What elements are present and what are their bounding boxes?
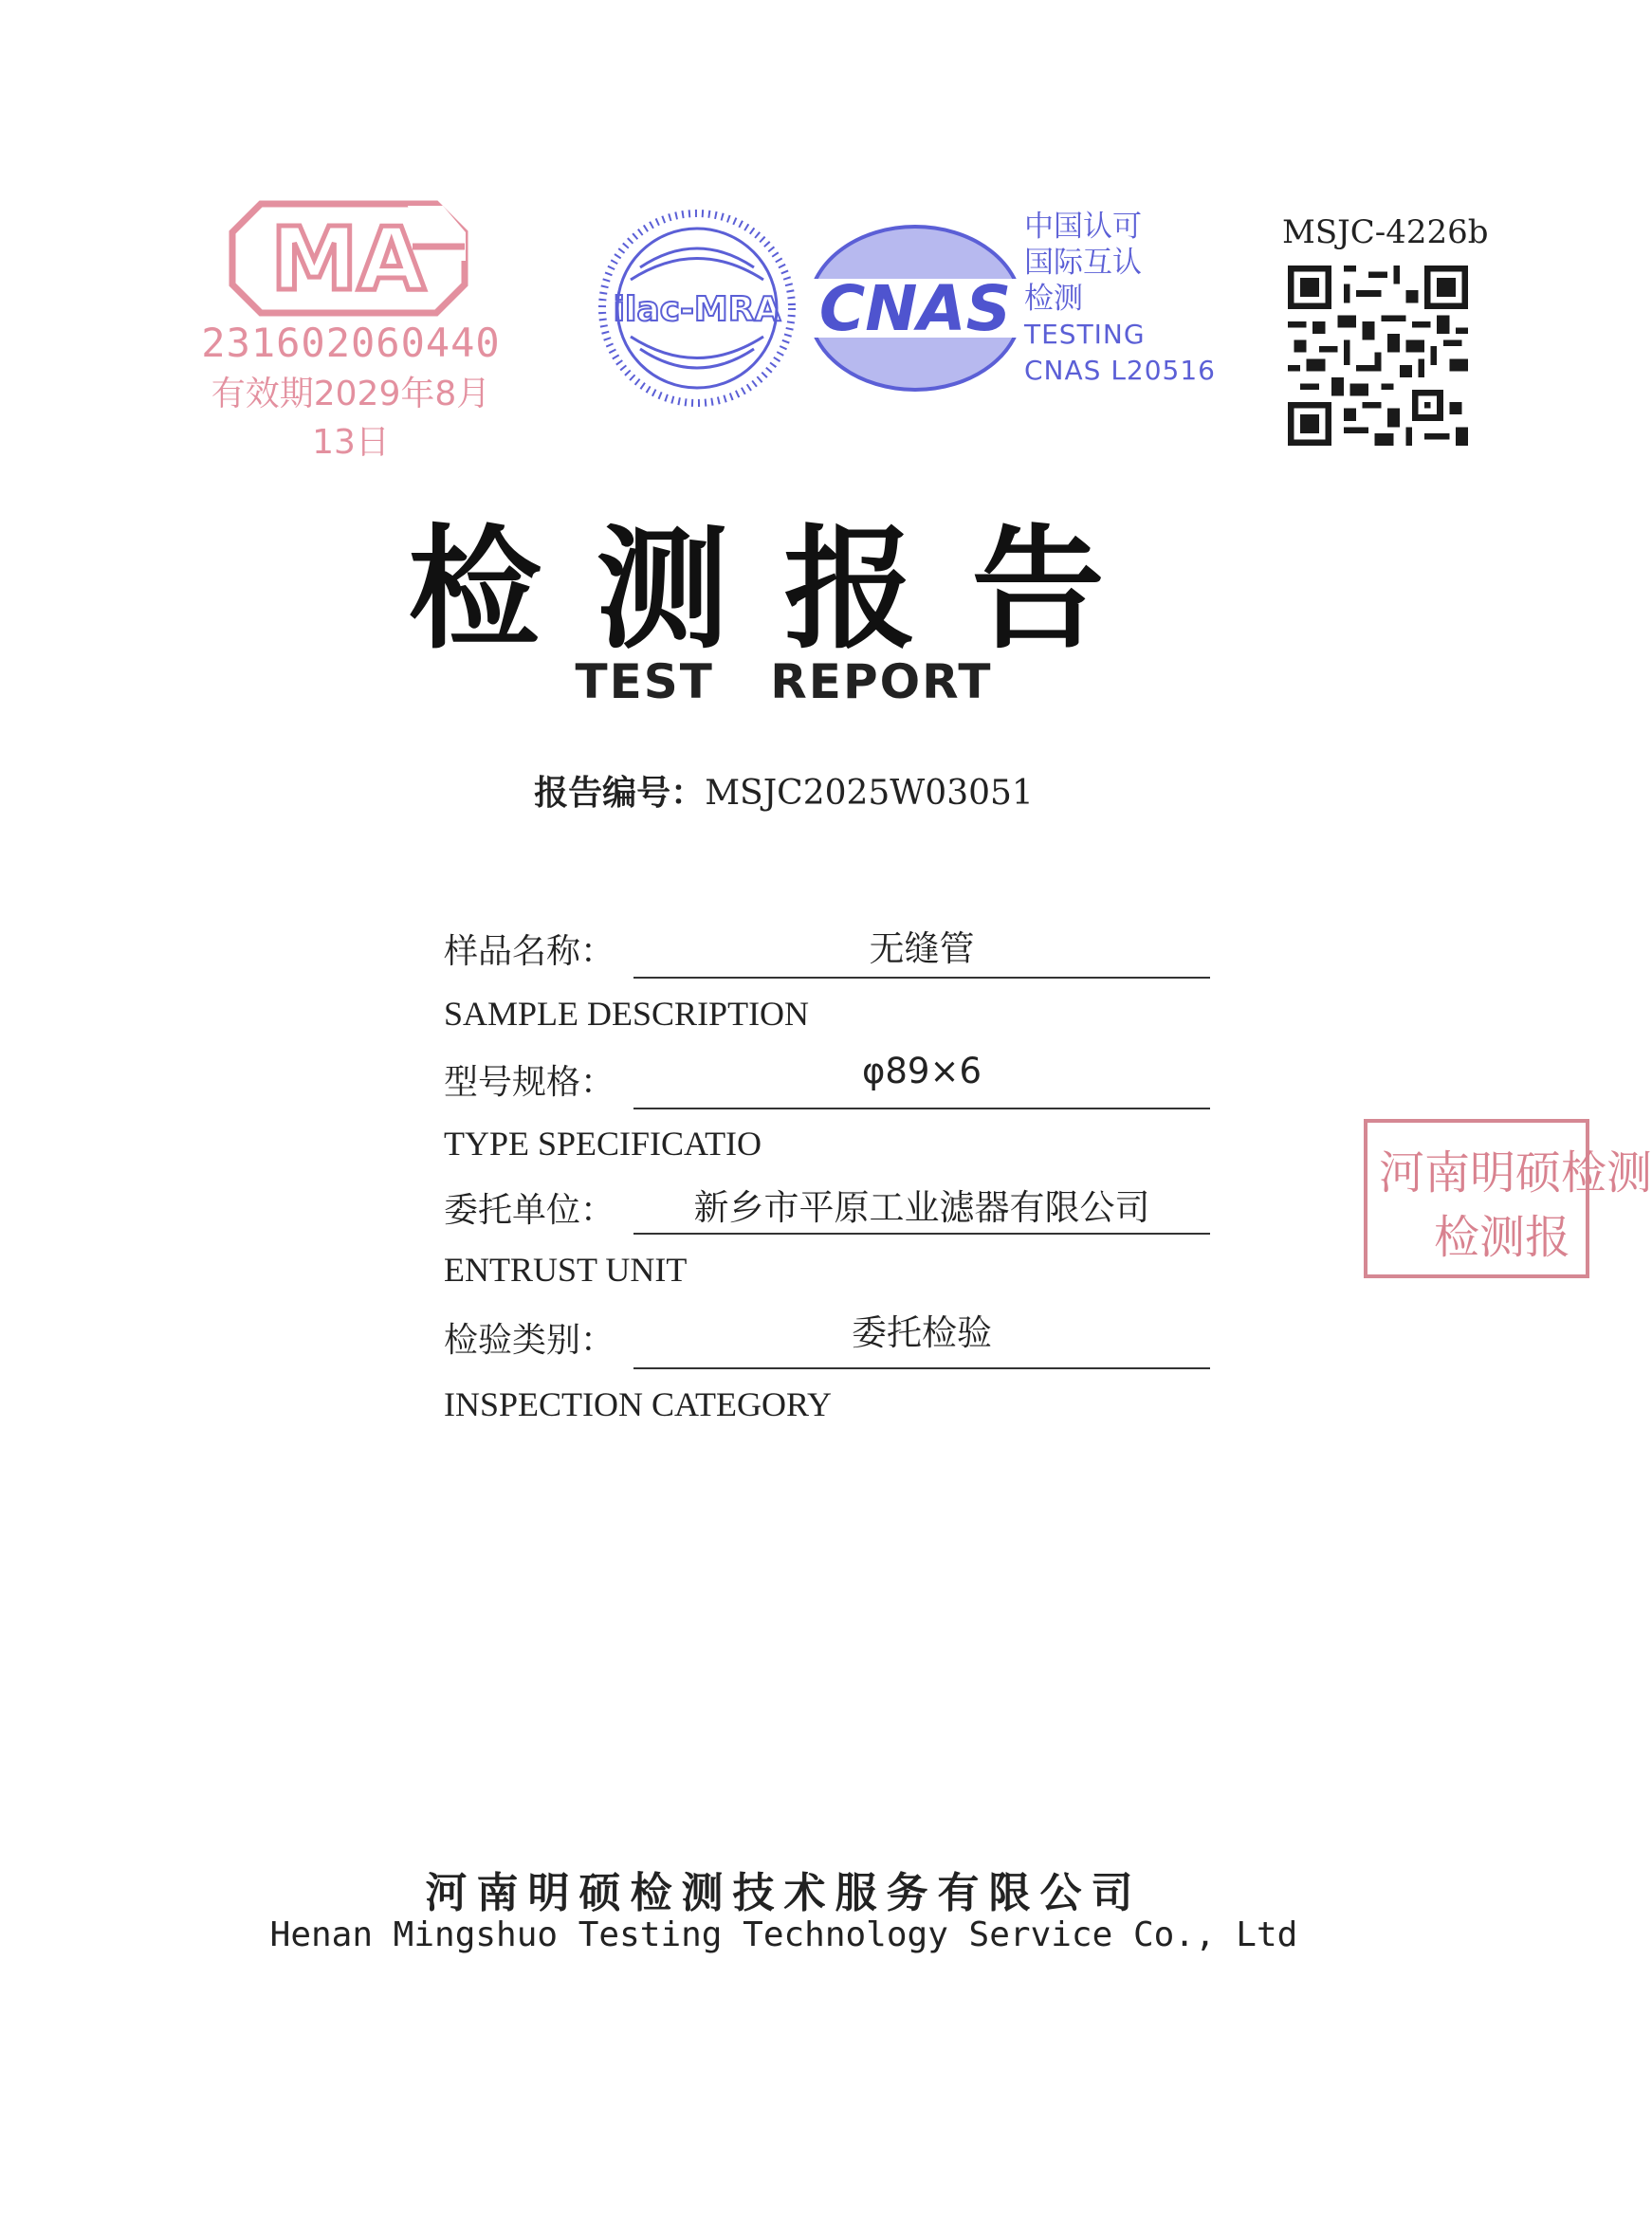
report-number [0,766,1568,815]
cnas-line-2: 国际互认 [1024,246,1142,280]
company-name-en: Henan Mingshuo Testing Technology Service Co., Ltd [269,1915,1298,1954]
report-title-cn: 检测报告 [408,512,1160,668]
company-seal [1364,1119,1652,1278]
cma-logo-icon [223,194,474,322]
cnas-logo-icon [801,218,1029,398]
model-spec-label: 型号规格： [444,1063,615,1102]
entrust-unit-label: ENTRUST UNIT [444,1251,688,1289]
sample-name-value: 无缝管 [869,928,975,969]
company-name-cn: 河南明硕检测技术服务有限公司 [425,1869,1143,1917]
inspection-type-value: 委托检验 [852,1312,992,1353]
qr-code-icon [1288,266,1468,446]
report-number-label: 报告编号： [534,774,706,813]
cnas-line-1: 中国认可 [1024,210,1142,244]
cma-number: 231602060440 [201,320,501,366]
document-code: MSJC-4226b [1282,213,1489,251]
sample-description-label: SAMPLE DESCRIPTION [444,995,810,1033]
sample-name-label: 样品名称： [444,932,615,971]
client-unit-label: 委托单位： [444,1191,615,1230]
type-specification-label: TYPE SPECIFICATIO [444,1125,762,1163]
cnas-logo-text: CNAS [818,272,1012,345]
cnas-accreditation-text [1024,209,1242,389]
cma-validity: 有效期2029年8月13日 [211,375,491,462]
cnas-line-4: TESTING [1024,319,1146,350]
cnas-line-5: CNAS L20516 [1024,355,1216,386]
client-unit-value: 新乡市平原工业滤器有限公司 [693,1187,1150,1228]
ilac-mra-icon [597,209,797,408]
sample-name-underline [633,977,1210,979]
cma-mark [194,185,507,462]
report-number-value: MSJC2025W03051 [705,774,1034,813]
model-spec-underline [633,1108,1210,1109]
client-unit-underline [633,1233,1210,1235]
cnas-line-3: 检测 [1024,282,1083,316]
inspection-category-label: INSPECTION CATEGORY [444,1385,833,1423]
report-title-en: TEST REPORT [575,654,993,709]
inspection-type-underline [633,1367,1210,1369]
seal-line-1: 河南明硕检测 [1379,1146,1652,1200]
seal-line-2: 检测报 [1434,1211,1571,1264]
inspection-type-label: 检验类别： [444,1321,615,1360]
cma-logo-text: MA [270,209,426,310]
ilac-mra-text: ilac-MRA [613,290,781,329]
model-spec-value: φ89×6 [861,1051,982,1091]
